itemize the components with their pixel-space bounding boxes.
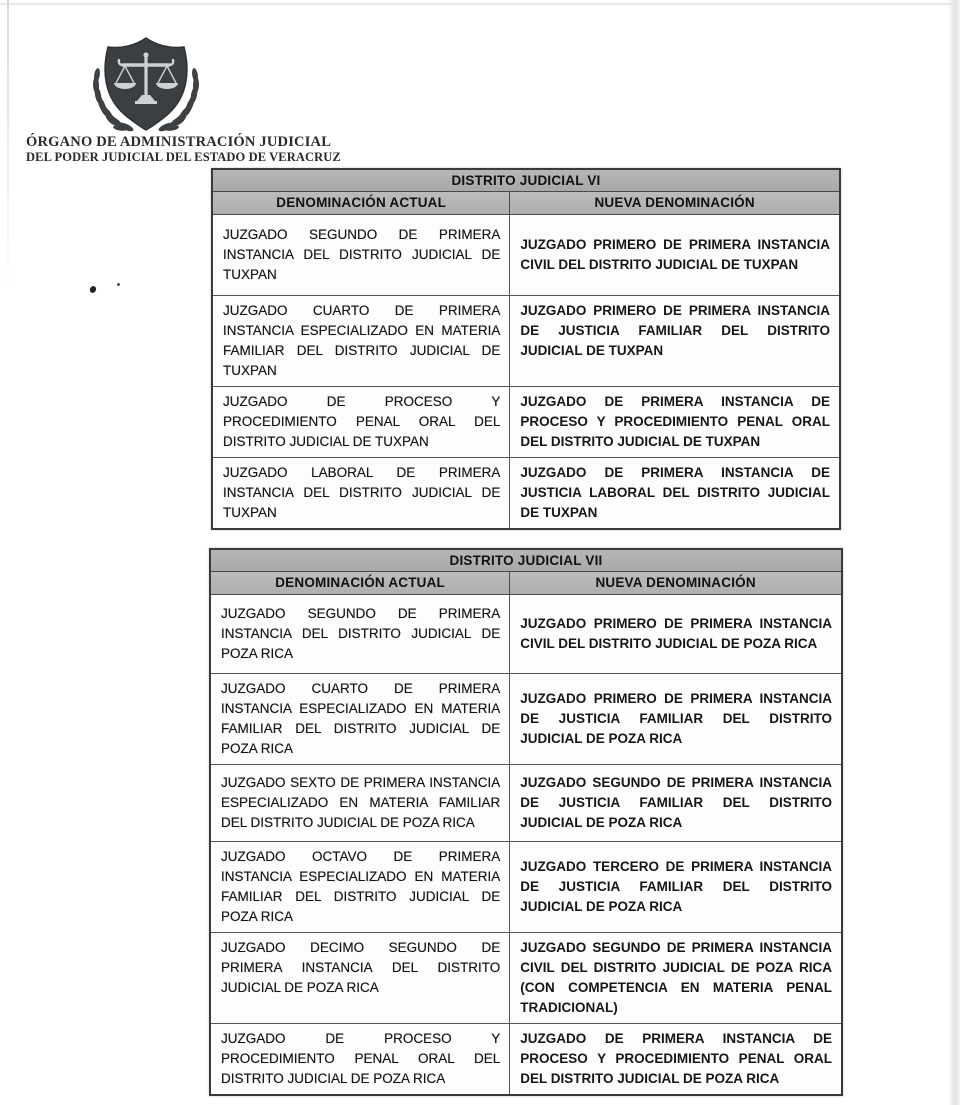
cell-denominacion-actual: JUZGADO SEXTO DE PRIMERA INSTANCIA ESPECIALIZADO EN MATERIA FAMILIAR DEL DISTRITO JUDICIAL DE POZA RICA — [211, 765, 510, 841]
cell-nueva-denominacion: JUZGADO DE PRIMERA INSTANCIA DE PROCESO Y PROCEDIMIENTO PENAL ORAL DEL DISTRITO JUDICIAL DE TUXPAN — [520, 394, 830, 449]
org-name — [26, 134, 341, 164]
table-column-headers — [213, 192, 839, 215]
scan-top-edge — [0, 3, 960, 5]
cell-nueva-denominacion: JUZGADO PRIMERO DE PRIMERA INSTANCIA DE JUSTICIA FAMILIAR DEL DISTRITO JUDICIAL DE TUXPAN — [520, 303, 830, 358]
scan-left-edge — [7, 0, 9, 300]
cell-denominacion-actual: JUZGADO LABORAL DE PRIMERA INSTANCIA DEL DISTRITO JUDICIAL DE TUXPAN — [213, 458, 510, 528]
column-header-nueva-denominacion: NUEVA DENOMINACIÓN — [595, 575, 756, 590]
table-row — [213, 458, 839, 528]
table-row — [213, 387, 839, 458]
cell-nueva-denominacion: JUZGADO TERCERO DE PRIMERA INSTANCIA DE JUSTICIA FAMILIAR DEL DISTRITO JUDICIAL DE POZA RICA — [520, 859, 832, 914]
cell-denominacion-actual: JUZGADO DE PROCESO Y PROCEDIMIENTO PENAL ORAL DEL DISTRITO JUDICIAL DE POZA RICA — [211, 1024, 510, 1094]
table-row — [211, 674, 841, 765]
cell-denominacion-actual: JUZGADO SEGUNDO DE PRIMERA INSTANCIA DEL DISTRITO JUDICIAL DE TUXPAN — [213, 215, 510, 295]
table-distrito-judicial-vi — [211, 168, 841, 530]
cell-denominacion-actual: JUZGADO DE PROCESO Y PROCEDIMIENTO PENAL ORAL DEL DISTRITO JUDICIAL DE TUXPAN — [213, 387, 510, 457]
column-header-nueva-denominacion: NUEVA DENOMINACIÓN — [594, 195, 755, 210]
cell-denominacion-actual: JUZGADO OCTAVO DE PRIMERA INSTANCIA ESPECIALIZADO EN MATERIA FAMILIAR DEL DISTRITO JUDICIAL DE POZA RICA — [211, 842, 510, 932]
table-title: DISTRITO JUDICIAL VI — [213, 170, 839, 192]
cell-nueva-denominacion: JUZGADO SEGUNDO DE PRIMERA INSTANCIA CIVIL DEL DISTRITO JUDICIAL DE POZA RICA (CON COMPETENCIA EN MATERIA PENAL TRADICIONAL) — [520, 940, 832, 1015]
table-row — [213, 296, 839, 387]
cell-denominacion-actual: JUZGADO SEGUNDO DE PRIMERA INSTANCIA DEL DISTRITO JUDICIAL DE POZA RICA — [211, 595, 510, 673]
ink-speck — [117, 283, 120, 286]
table-row — [211, 1024, 841, 1094]
table-title: DISTRITO JUDICIAL VII — [211, 550, 841, 572]
column-header-denominacion-actual: DENOMINACIÓN ACTUAL — [213, 192, 510, 214]
ink-speck — [89, 285, 98, 294]
org-name-line2: DEL PODER JUDICIAL DEL ESTADO DE VERACRUZ — [26, 150, 341, 164]
table-row — [213, 215, 839, 296]
scales-of-justice-shield-icon — [80, 34, 212, 136]
cell-nueva-denominacion: JUZGADO PRIMERO DE PRIMERA INSTANCIA CIVIL DEL DISTRITO JUDICIAL DE POZA RICA — [520, 616, 832, 651]
table-column-headers — [211, 572, 841, 595]
cell-nueva-denominacion: JUZGADO PRIMERO DE PRIMERA INSTANCIA DE JUSTICIA FAMILIAR DEL DISTRITO JUDICIAL DE POZA RICA — [520, 691, 832, 746]
org-name-line1: ÓRGANO DE ADMINISTRACIÓN JUDICIAL — [26, 134, 332, 150]
table-row — [211, 933, 841, 1024]
cell-denominacion-actual: JUZGADO DECIMO SEGUNDO DE PRIMERA INSTANCIA DEL DISTRITO JUDICIAL DE POZA RICA — [211, 933, 510, 1023]
cell-nueva-denominacion: JUZGADO PRIMERO DE PRIMERA INSTANCIA CIVIL DEL DISTRITO JUDICIAL DE TUXPAN — [520, 237, 830, 272]
table-row — [211, 765, 841, 842]
cell-denominacion-actual: JUZGADO CUARTO DE PRIMERA INSTANCIA ESPECIALIZADO EN MATERIA FAMILIAR DEL DISTRITO JUDICIAL DE POZA RICA — [211, 674, 510, 764]
scan-right-edge — [948, 0, 960, 1105]
cell-nueva-denominacion: JUZGADO DE PRIMERA INSTANCIA DE PROCESO Y PROCEDIMIENTO PENAL ORAL DEL DISTRITO JUDICIAL DE POZA RICA — [520, 1031, 832, 1086]
column-header-denominacion-actual: DENOMINACIÓN ACTUAL — [211, 572, 510, 594]
table-distrito-judicial-vii — [209, 548, 843, 1096]
table-row — [211, 842, 841, 933]
org-logo — [80, 34, 212, 136]
cell-nueva-denominacion: JUZGADO SEGUNDO DE PRIMERA INSTANCIA DE JUSTICIA FAMILIAR DEL DISTRITO JUDICIAL DE POZA RICA — [520, 775, 832, 830]
table-row — [211, 595, 841, 674]
cell-nueva-denominacion: JUZGADO DE PRIMERA INSTANCIA DE JUSTICIA LABORAL DEL DISTRITO JUDICIAL DE TUXPAN — [520, 465, 830, 520]
cell-denominacion-actual: JUZGADO CUARTO DE PRIMERA INSTANCIA ESPECIALIZADO EN MATERIA FAMILIAR DEL DISTRITO JUDICIAL DE TUXPAN — [213, 296, 510, 386]
